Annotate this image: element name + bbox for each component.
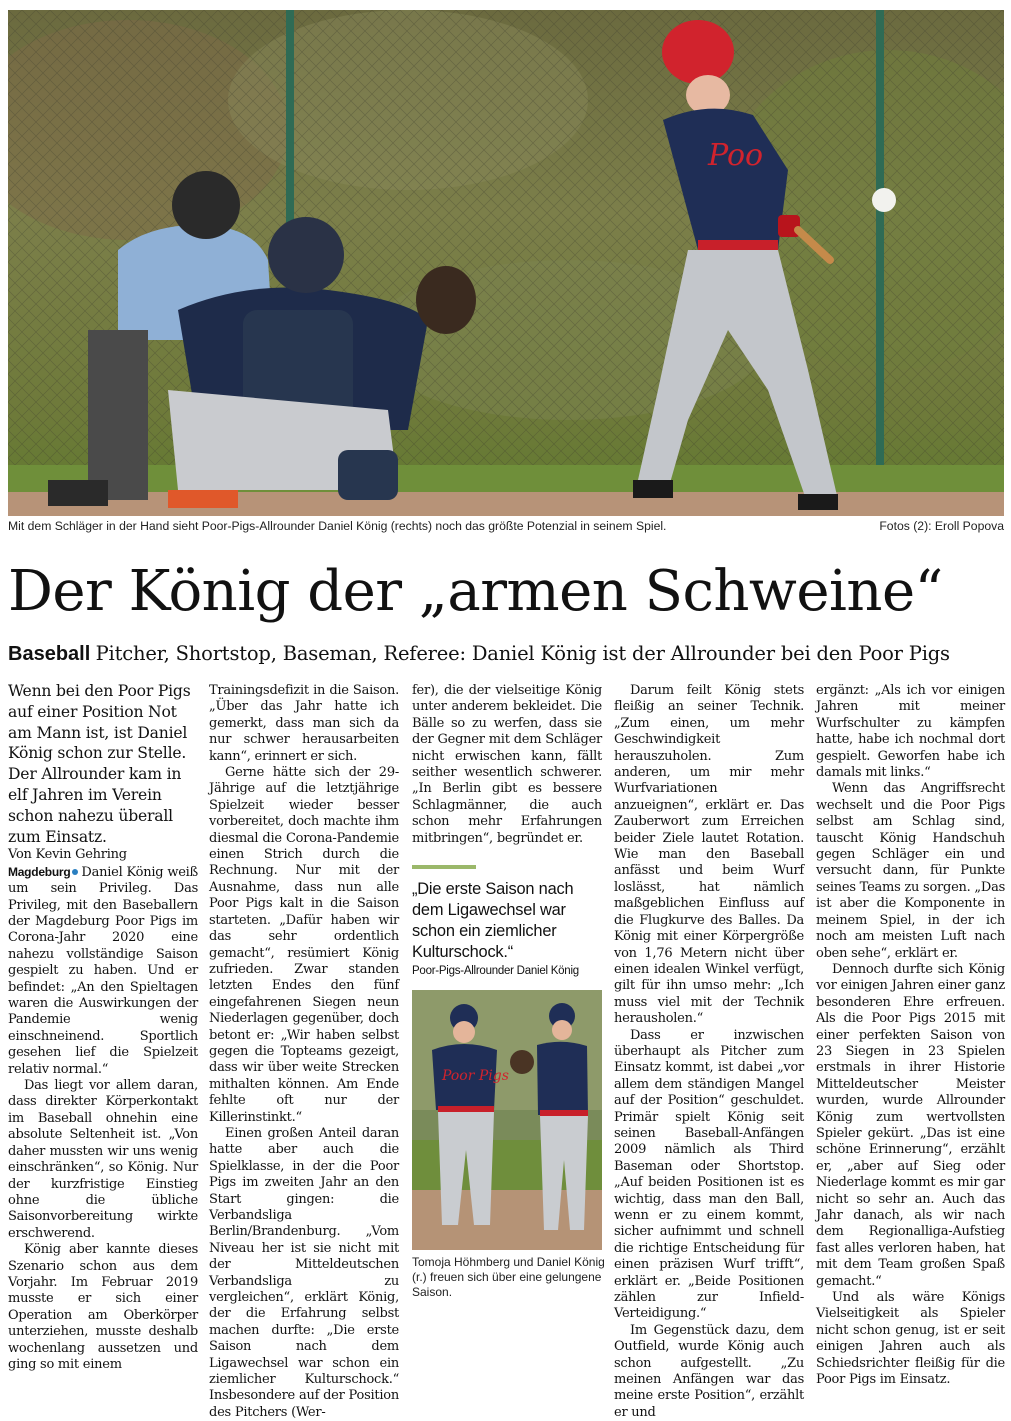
paragraph: Und als wäre Königs Vielseitigkeit als Spieler nicht schon genug, ist er seit einigen Jahren auch als Schiedsrichter fleißig für die Poor Pigs im Einsatz. (816, 1290, 1005, 1388)
subheadline (8, 638, 1008, 669)
paragraph: Trainingsdefizit in die Saison. „Über das Jahr hatte ich gemerkt, dass man sich da nur schwer herausarbeiten kann“, erinnert er sich. (209, 683, 399, 764)
intro-text: Wenn bei den Poor Pigs auf einer Position Not am Mann ist, ist Daniel König schon zur Stelle. Der Allrounder kam in elf Jahren im Verein schon nahezu überall zum Einsatz. (8, 682, 191, 846)
pull-quote: „Die erste Saison nach dem Ligawechsel war schon ein ziemlicher Kulturschock.“ (412, 880, 574, 962)
quote-accent-bar (412, 865, 476, 869)
dateline: Magdeburg (8, 864, 71, 879)
paragraph: Magdeburg Daniel König weiß um sein Privileg. Das Privileg, mit den Baseballern der Magdeburg Poor Pigs im Corona-Jahr 2020 eine nahezu vollständige Saison gespielt zu haben. Und er befindet: „An den Spieltagen waren die Auswirkungen der Pandemie wenig einschneinend. Sportlich gesehen lief die Spielzeit relativ normal.“ (8, 864, 198, 1077)
paragraph: Das liegt vor allem daran, dass direkter Körperkontakt im Baseball ohnehin eine absolute Seltenheit ist. „Von daher mussten wir uns wenig einschränken“, so König. Nur der kurzfristige Einstieg ohne die übliche Saisonvorbereitung wirkte erschwerend. (8, 1078, 198, 1241)
byline: Von Kevin Gehring (8, 847, 127, 863)
paragraph: Im Gegenstück dazu, dem Outfield, wurde König auch schon aufgestellt. „Zu meinen Anfängen war das meine erste Position“, erzählt er und (614, 1322, 804, 1420)
column-5 (816, 683, 1005, 1388)
photo-credit: Fotos (2): Eroll Popova (879, 519, 1004, 533)
paragraph: Dennoch durfte sich König vor einigen Jahren einer ganz besonderen Ehre erfreuen. Als die Poor Pigs 2015 mit einer perfekten Saison von 23 Siegen in 23 Spielen erstmals in ihrer Historie Mitteldeutscher Meister wurden, wurde Allrounder König zum wertvollsten Spieler gekürt. „Das ist eine schöne Erinnerung“, erzählt er, „aber auf Sieg oder Niederlage kommt es mir gar nicht so sehr an. Auch das Jahr danach, als wir nach dem Regionalliga-Aufstieg fast alles verloren haben, hat mit dem Team großen Spaß gemacht.“ (816, 961, 1005, 1289)
paragraph: fer), die der vielseitige König unter anderem bekleidet. Die Bälle so zu werfen, dass sie der Gegner mit dem Schläger nicht erwischen kann, fällt seither wesentlich schwerer. „In Berlin gibt es bessere Schlagmänner, die auch schon mehr Erfahrungen mitbringen“, begründet er. (412, 683, 602, 846)
column-3 (412, 683, 602, 979)
deck: Pitcher, Shortstop, Baseman, Referee: Daniel König ist der Allrounder bei den Poor Pigs (95, 642, 950, 665)
svg-text:Poor Pigs: Poor Pigs (442, 1068, 509, 1084)
kicker: Baseball (8, 643, 91, 665)
column-4 (614, 683, 804, 1421)
paragraph: Einen großen Anteil daran hatte aber auch die Spielklasse, in der die Poor Pigs im zweiten Jahr an den Start gingen: die Verbandsliga Berlin/Brandenburg. „Vom Niveau her ist sie nicht mit der Mitteldeutschen Verbandsliga zu vergleichen“, erklärt König, der die Erfahrung selbst machen durfte: „Die erste Saison nach dem Ligawechsel war schon ein ziemlicher Kulturschock.“ Insbesondere auf der Position des Pitchers (Wer- (209, 1125, 399, 1420)
photo-caption: Mit dem Schläger in der Hand sieht Poor-Pigs-Allrounder Daniel König (rechts) noch das größte Potenzial in seinem Spiel. (8, 519, 667, 533)
secondary-photo (412, 990, 602, 1250)
headline: Der König der „armen Schweine“ (8, 559, 943, 624)
secondary-photo-caption: Tomoja Höhmberg und Daniel König (r.) freuen sich über eine gelungene Saison. (412, 1255, 605, 1299)
column-2 (209, 683, 399, 1421)
svg-text:Poo: Poo (708, 138, 764, 173)
paragraph: ergänzt: „Als ich vor einigen Jahren mit meiner Wurfschulter zu kämpfen hatte, habe ich nochmal dort gespielt. Geworfen habe ich damals mit links.“ (816, 683, 1005, 781)
paragraph: Wenn das Angriffsrecht wechselt und die Poor Pigs selbst am Schlag sind, tauscht König Handschuh gegen Schläger ein und versucht dann, für Punkte seines Teams zu sorgen. „Das ist aber die Komponente in meinem Spiel, in der ich noch am meisten Luft nach oben sehe“, erklärt er. (816, 781, 1005, 961)
paragraph: Darum feilt König stets fleißig an seiner Technik. „Zum einen, um mehr Geschwindigkeit herauszuholen. Zum anderen, um mir mehr Wurfvariationen anzueignen“, erklärt er. Das Zauberwort zum Erreichen beider Ziele lautet Rotation. Wie man den Baseball anfässt und beim Wurf loslässt, hat nämlich maßgeblichen Einfluss auf die Flugkurve des Balles. Da König mit einer Körpergröße von 1,76 Metern nicht über einen idealen Winkel verfügt, gilt für ihn umso mehr: „Ich muss viel mit der Technik herausholen.“ (614, 683, 804, 1027)
main-photo (8, 10, 1004, 516)
paragraph: König aber kannte dieses Szenario schon aus dem Vorjahr. Im Februar 2019 musste er sich einer Operation am Oberkörper unterziehen, musste deshalb wochenlang aussetzen und ging so mit einem (8, 1242, 198, 1372)
paragraph: Dass er inzwischen überhaupt als Pitcher zum Einsatz kommt, ist dabei „vor allem dem ständigen Mangel auf der Position“ geschuldet. Primär spielt König seit seinen Baseball-Anfängen 2009 nämlich als Third Baseman oder Shortstop. „Auf beiden Positionen ist es wichtig, dass man den Ball, wenn er zu einem kommt, sicher aufnimmt und schnell die richtige Entscheidung für einen präzisen Wurf trifft“, erklärt er. „Beide Positionen zählen zur Infield-Verteidigung.“ (614, 1027, 804, 1322)
pull-quote-author: Poor-Pigs-Allrounder Daniel König (412, 965, 579, 978)
column-1 (8, 681, 198, 1373)
dateline-dot-icon (72, 869, 78, 875)
paragraph: Gerne hätte sich der 29-Jährige auf die letztjährige Spielzeit wieder besser vorbereitet, doch machte ihm diesmal die Corona-Pandemie einen Strich durch die Rechnung. Nur mit der Ausnahme, dass nun alle Poor Pigs kalt in die Saison starteten. „Dafür haben wir das sehr ordentlich gemacht“, resümiert König zufrieden. Zwar standen letzten Endes den fünf eingefahrenen Siegen neun Niederlagen gegenüber, doch betont er: „Wir haben selbst gegen die Topteams gezeigt, dass wir über weite Strecken mithalten können. Am Ende fehlte oft nur der Killerinstinkt.“ (209, 765, 399, 1125)
